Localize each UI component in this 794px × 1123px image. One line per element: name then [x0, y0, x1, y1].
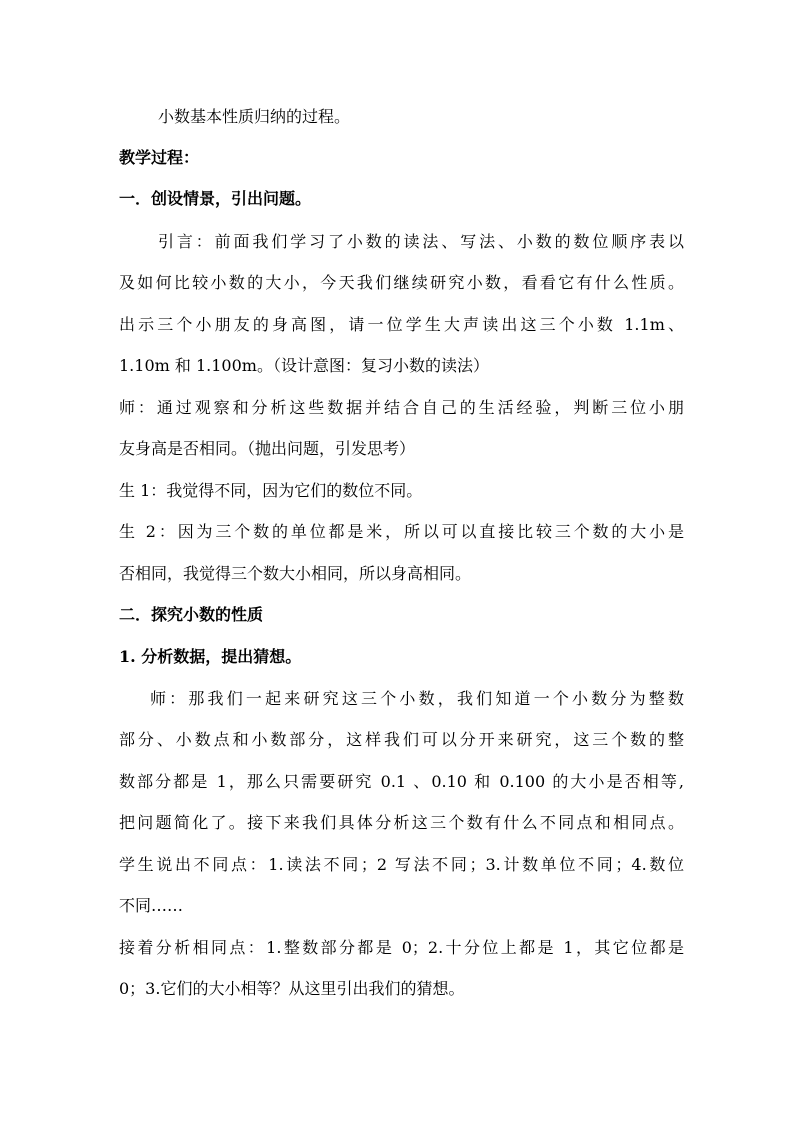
text-line: 师：通过观察和分析这些数据并结合自己的生活经验，判断三位小朋	[119, 398, 684, 417]
section-heading: 一．创设情景，引出问题。	[119, 189, 312, 208]
text-line: 部分、小数点和小数部分，这样我们可以分开来研究，这三个数的整	[119, 730, 684, 749]
text-line: 接着分析相同点：1.整数部分都是 0；2.十分位上都是 1，其它位都是	[119, 938, 684, 957]
text-line: 不同……	[119, 896, 184, 915]
section-heading: 教学过程：	[119, 148, 200, 167]
text-line: 出示三个小朋友的身高图，请一位学生大声读出这三个小数 1.1m、	[119, 315, 684, 334]
text-line: 友身高是否相同。（抛出问题，引发思考）	[119, 439, 416, 458]
text-line: 及如何比较小数的大小，今天我们继续研究小数，看看它有什么性质。	[119, 273, 684, 292]
text-line: 引言：前面我们学习了小数的读法、写法、小数的数位顺序表以	[158, 232, 684, 251]
subsection-heading: 1. 分析数据，提出猜想。	[119, 647, 302, 666]
text-line: 1.10m 和 1.100m。（设计意图：复习小数的读法）	[119, 356, 489, 375]
text-line: 生 1：我觉得不同，因为它们的数位不同。	[119, 481, 423, 500]
text-line: 师：那我们一起来研究这三个小数，我们知道一个小数分为整数	[150, 689, 684, 708]
text-line: 生 2：因为三个数的单位都是米，所以可以直接比较三个数的大小是	[119, 522, 684, 541]
text-line: 否相同，我觉得三个数大小相同，所以身高相同。	[119, 564, 472, 583]
text-line: 小数基本性质归纳的过程。	[158, 107, 351, 126]
section-heading: 二．探究小数的性质	[119, 605, 264, 624]
text-line: 0；3.它们的大小相等？从这里引出我们的猜想。	[119, 979, 465, 998]
text-line: 学生说出不同点：1.读法不同；2 写法不同；3.计数单位不同；4.数位	[119, 855, 684, 874]
text-line: 把问题简化了。接下来我们具体分析这三个数有什么不同点和相同点。	[119, 813, 684, 832]
text-line: 数部分都是 1，那么只需要研究 0.1 、0.10 和 0.100 的大小是否相等,	[119, 772, 684, 791]
